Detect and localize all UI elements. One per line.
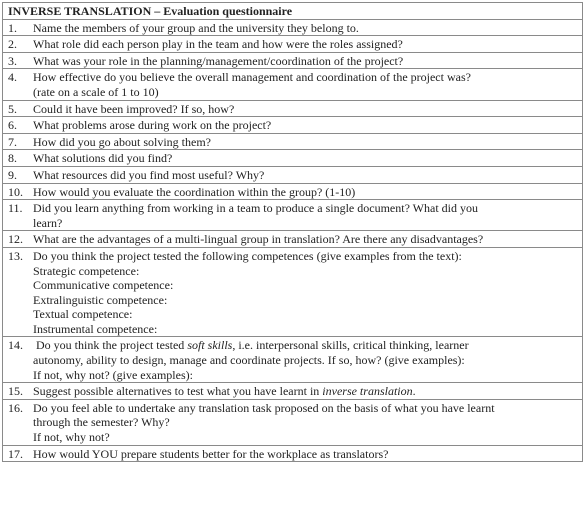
question-row-3 (3, 52, 583, 69)
question-number: 2. (8, 37, 17, 52)
question-row-4 (3, 69, 583, 100)
question-number: 8. (8, 151, 17, 166)
question-continuation: If not, why not? (33, 430, 110, 445)
question-text: Do you feel able to undertake any translation task proposed on the basis of what you have learnt (33, 400, 495, 415)
question-row-10 (3, 183, 583, 200)
question-row-12 (3, 231, 583, 248)
question-text: Name the members of your group and the university they belong to. (33, 20, 359, 35)
question-number: 10. (8, 184, 23, 199)
question-row-6 (3, 117, 583, 134)
question-text: Do you think the project tested the following competences (give examples from the text): (33, 248, 462, 263)
question-row-17 (3, 445, 583, 462)
question-number: 6. (8, 118, 17, 133)
table-header-row (3, 3, 583, 20)
question-text: What role did each person play in the team and how were the roles assigned? (33, 37, 403, 52)
question-text: What are the advantages of a multi-lingual group in translation? Are there any disadvantages? (33, 232, 484, 247)
competence-textual: Textual competence: (33, 307, 133, 322)
question-number: 4. (8, 70, 17, 85)
question-row-7 (3, 133, 583, 150)
questionnaire-title: INVERSE TRANSLATION – Evaluation questionnaire (3, 3, 583, 20)
question-text: Could it have been improved? If so, how? (33, 101, 235, 116)
question-continuation: learn? (33, 215, 63, 230)
question-row-1 (3, 19, 583, 36)
question-number: 9. (8, 167, 17, 182)
question-text: What resources did you find most useful? Why? (33, 167, 265, 182)
question-row-11 (3, 200, 583, 231)
question-number: 16. (8, 400, 23, 415)
question-continuation: (rate on a scale of 1 to 10) (33, 84, 159, 99)
question-number: 11. (8, 201, 23, 216)
question-number: 17. (8, 446, 23, 461)
question-text-post: , i.e. interpersonal skills, critical thinking, learner (232, 338, 469, 353)
competence-instrumental: Instrumental competence: (33, 321, 158, 336)
question-number: 7. (8, 134, 17, 149)
question-text: How did you go about solving them? (33, 134, 211, 149)
question-text-post: . (412, 384, 416, 399)
competence-strategic: Strategic competence: (33, 263, 140, 278)
question-number: 1. (8, 20, 17, 35)
question-number: 5. (8, 101, 17, 116)
question-row-9 (3, 166, 583, 183)
question-text-emphasis: inverse translation (322, 384, 413, 399)
question-number: 13. (8, 248, 23, 263)
question-number: 12. (8, 232, 23, 247)
evaluation-questionnaire-table (2, 2, 583, 462)
competence-extralinguistic: Extralinguistic competence: (33, 292, 168, 307)
question-number: 14. (8, 338, 23, 353)
question-row-2 (3, 36, 583, 53)
question-text: How would YOU prepare students better for the workplace as translators? (33, 446, 389, 461)
question-text-pre: Do you think the project tested (33, 338, 188, 353)
question-row-14 (3, 337, 583, 383)
question-row-15 (3, 383, 583, 400)
question-row-8 (3, 150, 583, 167)
question-text-pre: Suggest possible alternatives to test what you have learnt in (33, 384, 323, 399)
question-row-5 (3, 100, 583, 117)
question-row-16 (3, 399, 583, 445)
question-row-13 (3, 247, 583, 337)
question-number: 3. (8, 53, 17, 68)
question-continuation: autonomy, ability to design, manage and coordinate projects. If so, how? (give examples): (33, 353, 465, 368)
question-text: What problems arose during work on the project? (33, 118, 272, 133)
question-continuation: If not, why not? (give examples): (33, 367, 193, 382)
question-text: How would you evaluate the coordination within the group? (1-10) (33, 184, 356, 199)
question-text: What solutions did you find? (33, 151, 173, 166)
competence-communicative: Communicative competence: (33, 278, 174, 293)
question-text: What was your role in the planning/management/coordination of the project? (33, 53, 404, 68)
question-text-emphasis: soft skills (187, 338, 233, 353)
question-continuation: through the semester? Why? (33, 415, 170, 430)
question-text: How effective do you believe the overall management and coordination of the project was? (33, 70, 471, 85)
question-text: Did you learn anything from working in a team to produce a single document? What did you (33, 201, 479, 216)
question-number: 15. (8, 384, 23, 399)
